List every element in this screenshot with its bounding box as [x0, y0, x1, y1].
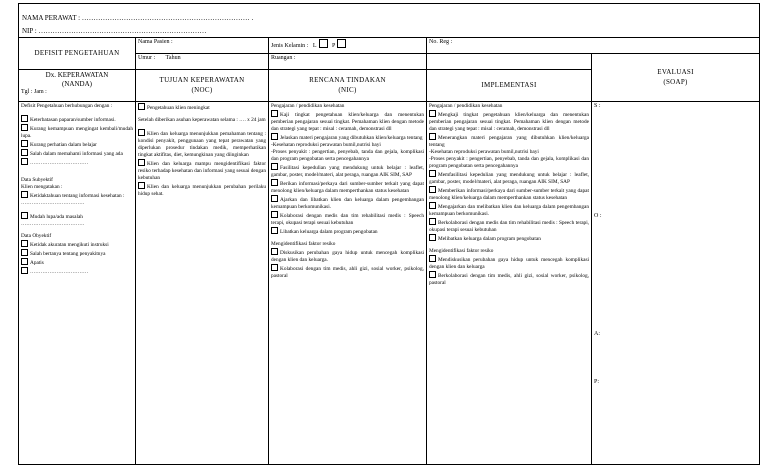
laki-checkbox[interactable] — [319, 39, 328, 48]
dx-title: Dx. KEPERAWATAN (NANDA) — [45, 71, 109, 89]
soap-a: A: — [594, 331, 600, 337]
checkbox[interactable] — [271, 110, 278, 117]
no-reg-field: No. Reg : — [427, 38, 760, 54]
do-item: Ketidak akuratan mengikuti instruksi — [21, 240, 133, 249]
dx-related-item: Salah dalam memahami informasi yang ada — [21, 149, 133, 158]
nic-item: Kolaborasi dengan tim medis, ahli gizi, sosial worker, psikolog, pastoral — [271, 265, 424, 279]
checkbox[interactable] — [429, 202, 436, 209]
implementasi-title: IMPLEMENTASI — [427, 70, 592, 102]
checkbox[interactable] — [21, 258, 28, 265]
tahun-label: Tahun — [165, 55, 181, 61]
soap-s: S : — [594, 103, 601, 109]
checkbox[interactable] — [21, 158, 28, 165]
dx-related-item: Kurang perhatian dalam belajar — [21, 140, 133, 149]
checkbox[interactable] — [138, 182, 145, 189]
checkbox[interactable] — [271, 195, 278, 202]
nic-item: Jelaskan materi pengajaran yang dibutuhkan klien/keluarga tentang — [271, 133, 424, 142]
ds-item: Ketidaktahuan tentang informasi kesehatan : — [21, 191, 133, 200]
checkbox[interactable] — [138, 103, 145, 110]
impl-item: Mengkaji tingkat pengetahuan klien/keluarga dan menentukan pemberian pengajaran sesuai tingkat. Pemahaman klien dengan metode dan strategi yang tepat : misal : ceramah, demonstrasi dll — [429, 111, 589, 132]
impl-head: Mengidentifikasi faktor resiko — [429, 247, 494, 254]
ds-item: ……………………………… — [21, 199, 85, 206]
checkbox[interactable] — [21, 191, 28, 198]
ds-title: Data Subyektif — [21, 176, 53, 183]
evaluasi-title: EVALUASI (SOAP) — [592, 54, 760, 102]
impl-item: Mendiskusikan perubahan gaya hidup untuk mencegah komplikasi dengan klien dan keluarga — [429, 256, 589, 270]
rencana-title: RENCANA TINDAKAN (NIC) — [269, 70, 427, 102]
laki-label: L — [312, 43, 317, 49]
nic-head: Pengajaran / pendidikan kesehatan — [271, 103, 345, 109]
impl-item: Mengajarkan dan melibatkan klien dan keluarga dalam pengembangan kemampuan berkomunikasi. — [429, 203, 589, 217]
checkbox[interactable] — [429, 133, 436, 140]
dx-related-item: Kurang kemampuan mengingat kembali/mudah lupa. — [21, 125, 133, 139]
nic-item: Berikan informasi/perkaya dari sumber-sumber terkait yang dapat menolong klien/keluarga dalam memperthankan status kesehatan — [271, 180, 424, 194]
checkbox[interactable] — [271, 133, 278, 140]
nama-perawat-line: NAMA PERAWAT : ……………………………………………………………… . — [22, 14, 254, 22]
jenis-kelamin-label: Jenis Kelamin : — [271, 43, 309, 49]
checkbox[interactable] — [271, 211, 278, 218]
care-plan-table — [18, 37, 760, 465]
nic-content — [269, 102, 427, 465]
impl-content — [427, 102, 592, 465]
nic-item: Diskusikan perubahan gaya hidup untuk mencegah komplikasi dengan klien dan keluarga. — [271, 249, 424, 263]
nip-line: NIP : ……………………………………………………………… — [22, 27, 207, 35]
tgl-jam: Tgl : Jam : — [21, 89, 47, 96]
ds-item: ……………………………… — [21, 220, 85, 227]
nama-pasien-field: Nama Pasien : — [136, 38, 269, 54]
impl-sub: -Kesehatan reproduksi perawatan bumil,nutrisi bayi — [429, 148, 539, 155]
checkbox[interactable] — [429, 234, 436, 241]
checkbox[interactable] — [271, 248, 278, 255]
tujuan-title: TUJUAN KEPERAWATAN (NOC) — [136, 70, 269, 102]
checkbox[interactable] — [21, 240, 28, 247]
do-item: Apatis — [21, 258, 133, 267]
dx-related-item: Keterbatasan paparan/sumber informasi. — [21, 115, 133, 124]
dx-intro: Defisit Pengetahuan berhubungan dengan : — [21, 103, 113, 109]
impl-item: Memberikan informasi/perkaya dari sumber-sumber terkait yang dapat menolong klien/keluarga dalam memperthankan status kesehatan — [429, 187, 589, 201]
impl-item: Menerangkan materi pengajaran yang dibutuhkan klien/keluarga tentang — [429, 134, 589, 148]
checkbox[interactable] — [271, 264, 278, 271]
checkbox[interactable] — [429, 255, 436, 262]
nic-item: Fasilitasi kepedulian yang mendukung untuk belajar : leaflet, gambar, poster, model/materi, alat peraga, ruangan AIK SIM, SAP — [271, 164, 424, 178]
impl-sub: -Proses penyakit : pengertian, penyebab, tanda dan gejala, komplikasi dan program pengobatan serta pencegahannya — [429, 155, 589, 169]
noc-after: Setelah diberikan asuhan keperawatan selama : …. x 24 jam — [138, 116, 266, 123]
checkbox[interactable] — [21, 249, 28, 256]
perempuan-checkbox[interactable] — [337, 39, 346, 48]
perempuan-label: P — [332, 43, 336, 49]
checkbox[interactable] — [21, 212, 28, 219]
checkbox[interactable] — [429, 271, 436, 278]
nic-item: Kaji tingkat pengetahuan klien/keluarga dan menentukan pemberian pengajaran sesuai tingkat. Pemahaman klien dengan metode dan strategi yang tepat : misal : ceramah, demonstrasi dll — [271, 111, 424, 132]
umur-field — [136, 54, 269, 70]
ds-item: Mudah lupa/ada masalah — [21, 212, 133, 221]
soap-o: O : — [594, 213, 602, 219]
impl-item: Berkolaborasi dengan tim medis, ahli gizi, sosial worker, psikolog, pastoral — [429, 272, 589, 286]
dx-header — [19, 70, 136, 102]
impl-item: Berkolaborasi dengan medis dan tim rehabilitasi medis : Speech terapi, okupasi terapi sesuai kebutuhan — [429, 219, 589, 233]
noc-item: Pengetahuan klien meningkat — [138, 103, 266, 112]
jenis-kelamin-field — [269, 38, 427, 54]
nic-sub: -Kesehatan reproduksi perawatan bumil,nutrisi bayi — [271, 141, 381, 148]
blank-cell — [427, 54, 592, 70]
checkbox[interactable] — [271, 179, 278, 186]
dx-related-item: …………………………… — [21, 158, 133, 167]
checkbox[interactable] — [21, 115, 28, 122]
checkbox[interactable] — [138, 129, 145, 136]
do-item: Salah bertanya tentang penyakitnya — [21, 249, 133, 258]
soap-content — [592, 102, 760, 465]
checkbox[interactable] — [21, 140, 28, 147]
noc-item: Klien dan keluarga mampu mengidentifikasi faktor resiko terhadap kesehatan dan informasi yang sesuai dengan kebutuhan — [138, 160, 266, 181]
noc-item: Klien dan keluarga menunjukkan perubahan perilaku hidup sehat. — [138, 183, 266, 197]
do-item: …………………………… — [21, 267, 133, 276]
checkbox[interactable] — [21, 267, 28, 274]
impl-item: Melibatkan keluarga dalam program pengobatan — [429, 234, 589, 243]
checkbox[interactable] — [429, 110, 436, 117]
checkbox[interactable] — [21, 124, 28, 131]
umur-label: Umur : — [138, 55, 156, 61]
nic-item: Kolaborasi dengan medis dan tim rehabilitasi medis : Speech terapi, okupasi terapi sesuai kebutuhan — [271, 212, 424, 226]
nic-sub: -Proses penyakit : pengertian, penyebab, tanda dan gejala, komplikasi dan program pengobatan serta pencegahannya — [271, 148, 424, 162]
impl-item: Memfasilitasi kepedulian yang mendukung untuk belajar : leaflet, gambar, poster, model/materi, alat peraga, ruangan AIK SIM, SAP — [429, 171, 589, 185]
noc-content — [136, 102, 269, 465]
dx-content — [19, 102, 136, 465]
impl-head: Pengajaran / pendidikan kesehatan — [429, 103, 503, 109]
ds-intro: Klien mengatakan : — [21, 183, 63, 190]
defisit-title: DEFISIT PENGETAHUAN — [19, 38, 136, 70]
checkbox[interactable] — [21, 149, 28, 156]
ruangan-field: Ruangan : — [269, 54, 427, 70]
do-title: Data Obyektif — [21, 232, 52, 239]
checkbox[interactable] — [138, 159, 145, 166]
checkbox[interactable] — [271, 163, 278, 170]
nic-item: Ajarkan dan libatkan klien dan keluarga dalam pengembangan kemampuan berkomunikasi. — [271, 196, 424, 210]
nic-item: Libatkan keluarga dalam program pengobatan — [271, 227, 424, 236]
checkbox[interactable] — [429, 218, 436, 225]
soap-p: P: — [594, 379, 600, 385]
checkbox[interactable] — [271, 227, 278, 234]
checkbox[interactable] — [429, 170, 436, 177]
checkbox[interactable] — [429, 186, 436, 193]
nic-head: Mengidentifikasi faktor resiko — [271, 240, 336, 247]
noc-item: Klien dan keluarga menunjukkan pemahaman tentang : kondisi penyakit, penggunaan yang tepat perawatan yang diperlukan prosedur tindakan medik, memperhatikan tingkat aktifitas, diet, kemungkinan yang diinginkan — [138, 130, 266, 158]
